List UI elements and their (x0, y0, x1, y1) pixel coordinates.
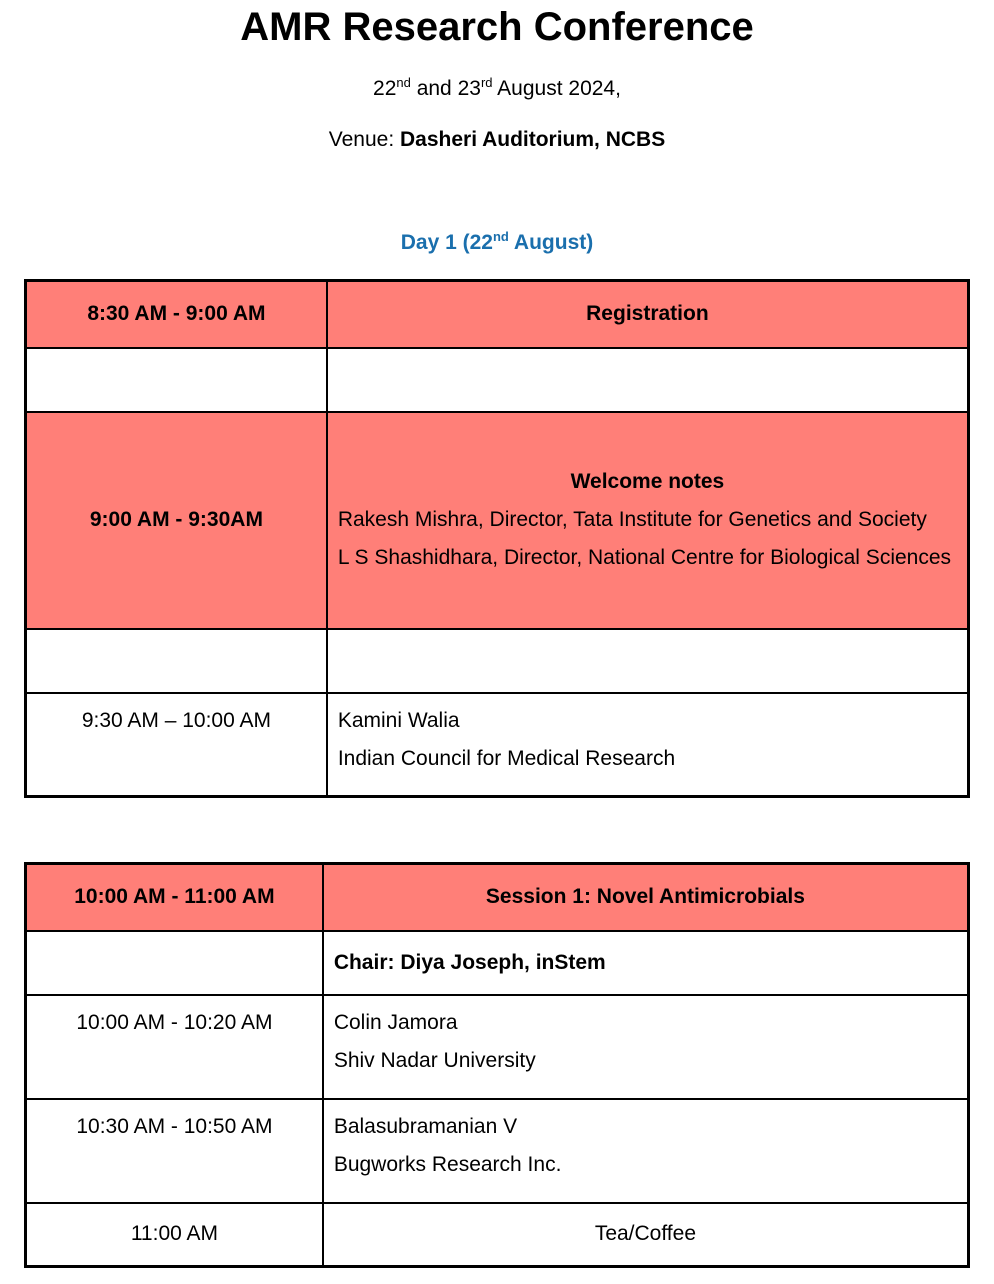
table-row (26, 629, 969, 693)
table-row (26, 693, 969, 797)
time-cell (26, 629, 327, 693)
date-rest: August 2024, (492, 77, 621, 100)
session-cell (327, 348, 969, 412)
session-cell (327, 629, 969, 693)
time-cell: 10:30 AM - 10:50 AM (26, 1099, 323, 1203)
session-cell (323, 1099, 969, 1203)
day1-heading-rest: August) (508, 231, 594, 254)
session-cell (327, 412, 969, 629)
table-row (26, 412, 969, 629)
time-cell: 9:30 AM – 10:00 AM (26, 693, 327, 797)
table-row (26, 281, 969, 348)
session-cell (323, 995, 969, 1099)
time-cell (26, 931, 323, 995)
day1-heading-prefix: Day 1 (22 (400, 231, 493, 254)
speaker-affiliation: Bugworks Research Inc. (333, 1152, 562, 1176)
session-cell (327, 693, 969, 797)
table-row (26, 348, 969, 412)
break-label: Tea/Coffee (323, 1203, 969, 1267)
table-row (26, 931, 969, 995)
session-chair: Chair: Diya Joseph, inStem (323, 931, 969, 995)
speaker-name: Colin Jamora (333, 1010, 458, 1034)
date-connector: and (410, 77, 458, 100)
date-day2-suffix: rd (480, 75, 493, 90)
speaker-name: Balasubramanian V (333, 1114, 518, 1138)
speaker-line: Rakesh Mishra, Director, Tata Institute for Genetics and Society (337, 508, 927, 531)
time-cell (26, 348, 327, 412)
table-row (26, 995, 969, 1099)
venue-label: Venue: (328, 128, 400, 151)
session-title: Registration (327, 281, 969, 348)
speaker-affiliation: Indian Council for Medical Research (337, 746, 676, 770)
table-row (26, 864, 969, 931)
conference-dates (0, 76, 994, 102)
time-cell: 8:30 AM - 9:00 AM (26, 281, 327, 348)
time-cell: 9:00 AM - 9:30AM (26, 412, 327, 629)
date-day1-suffix: nd (396, 75, 411, 90)
table-row (26, 1203, 969, 1267)
speaker-name: Kamini Walia (337, 708, 460, 732)
time-cell: 10:00 AM - 10:20 AM (26, 995, 323, 1099)
time-cell: 10:00 AM - 11:00 AM (26, 864, 323, 931)
speaker-line: L S Shashidhara, Director, National Centre for Biological Sciences (337, 546, 952, 569)
date-day2: 23 (457, 77, 481, 100)
time-cell: 11:00 AM (26, 1203, 323, 1267)
venue-line (0, 127, 994, 153)
schedule-table-session1 (24, 862, 970, 1268)
session-title: Welcome notes (570, 470, 725, 493)
page-title: AMR Research Conference (240, 5, 754, 49)
day1-heading-suffix: nd (492, 229, 509, 244)
session-title: Session 1: Novel Antimicrobials (323, 864, 969, 931)
speaker-affiliation: Shiv Nadar University (333, 1048, 536, 1072)
day1-heading (0, 230, 994, 256)
table-row (26, 1099, 969, 1203)
venue-name: Dasheri Auditorium, NCBS (399, 128, 666, 151)
schedule-table-day1-morning (24, 279, 970, 798)
date-day1: 22 (373, 77, 397, 100)
